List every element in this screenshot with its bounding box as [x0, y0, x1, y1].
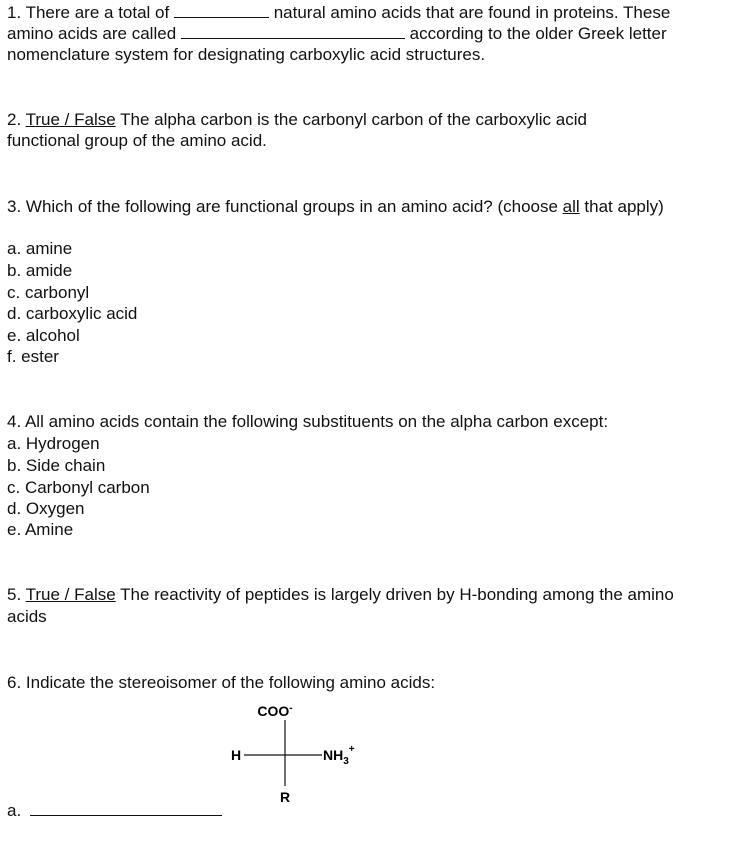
- q4-option[interactable]: a. Hydrogen: [7, 434, 100, 453]
- q4-option[interactable]: e. Amine: [7, 520, 74, 539]
- fischer-projection: [200, 698, 400, 808]
- fischer-bottom-group: R: [280, 789, 291, 805]
- q2-true-false[interactable]: True / False: [25, 110, 116, 129]
- fischer-right-group: $NH_3^+$: [323, 744, 355, 767]
- q4-prompt: 4. All amino acids contain the following substituents on the alpha carbon except:: [7, 412, 609, 431]
- q1-line-1: [7, 2, 670, 23]
- q3-prompt: [7, 196, 664, 217]
- fischer-left-group: H: [231, 747, 242, 763]
- q1-text-1a: 1. There are a total of: [7, 3, 170, 22]
- q3-option[interactable]: c. carbonyl: [7, 283, 90, 302]
- q5-line-1: [7, 584, 674, 605]
- q4-option[interactable]: b. Side chain: [7, 456, 106, 475]
- q5-text-1: The reactivity of peptides is largely driven by H-bonding among the amino: [120, 585, 674, 604]
- q1-text-1b: natural amino acids that are found in proteins. These: [273, 3, 671, 22]
- q3-option[interactable]: d. carboxylic acid: [7, 304, 138, 323]
- q3-prompt-all: all: [562, 197, 580, 216]
- q3-prompt-b: that apply): [584, 197, 664, 216]
- q2-line-1: [7, 109, 587, 130]
- q3-option[interactable]: f. ester: [7, 347, 59, 366]
- q2-line-2: functional group of the amino acid.: [7, 131, 267, 150]
- q3-option[interactable]: b. amide: [7, 261, 73, 280]
- q6-prompt: 6. Indicate the stereoisomer of the following amino acids:: [7, 673, 436, 692]
- q1-blank-called[interactable]: [181, 24, 405, 39]
- q5-true-false[interactable]: True / False: [25, 585, 116, 604]
- q3-option[interactable]: a. amine: [7, 239, 73, 258]
- q2-number: 2.: [7, 110, 22, 129]
- q6-answer-label: a.: [7, 801, 22, 820]
- q1-text-2b: according to the older Greek letter: [409, 24, 667, 43]
- fischer-top-group: COO-: [257, 703, 293, 719]
- q1-blank-total[interactable]: [174, 3, 269, 18]
- q6-answer-line: [7, 800, 222, 821]
- q4-option[interactable]: c. Carbonyl carbon: [7, 478, 150, 497]
- q3-prompt-a: 3. Which of the following are functional groups in an amino acid? (choose: [7, 197, 558, 216]
- q6-answer-blank[interactable]: [30, 801, 222, 816]
- q2-text-1: The alpha carbon is the carbonyl carbon of the carboxylic acid: [120, 110, 587, 129]
- q5-line-2: acids: [7, 607, 47, 626]
- q1-line-2: [7, 23, 667, 44]
- q5-number: 5.: [7, 585, 22, 604]
- q1-line-3: nomenclature system for designating carboxylic acid structures.: [7, 45, 486, 64]
- q3-option[interactable]: e. alcohol: [7, 326, 80, 345]
- q4-option[interactable]: d. Oxygen: [7, 499, 85, 518]
- q1-text-2a: amino acids are called: [7, 24, 177, 43]
